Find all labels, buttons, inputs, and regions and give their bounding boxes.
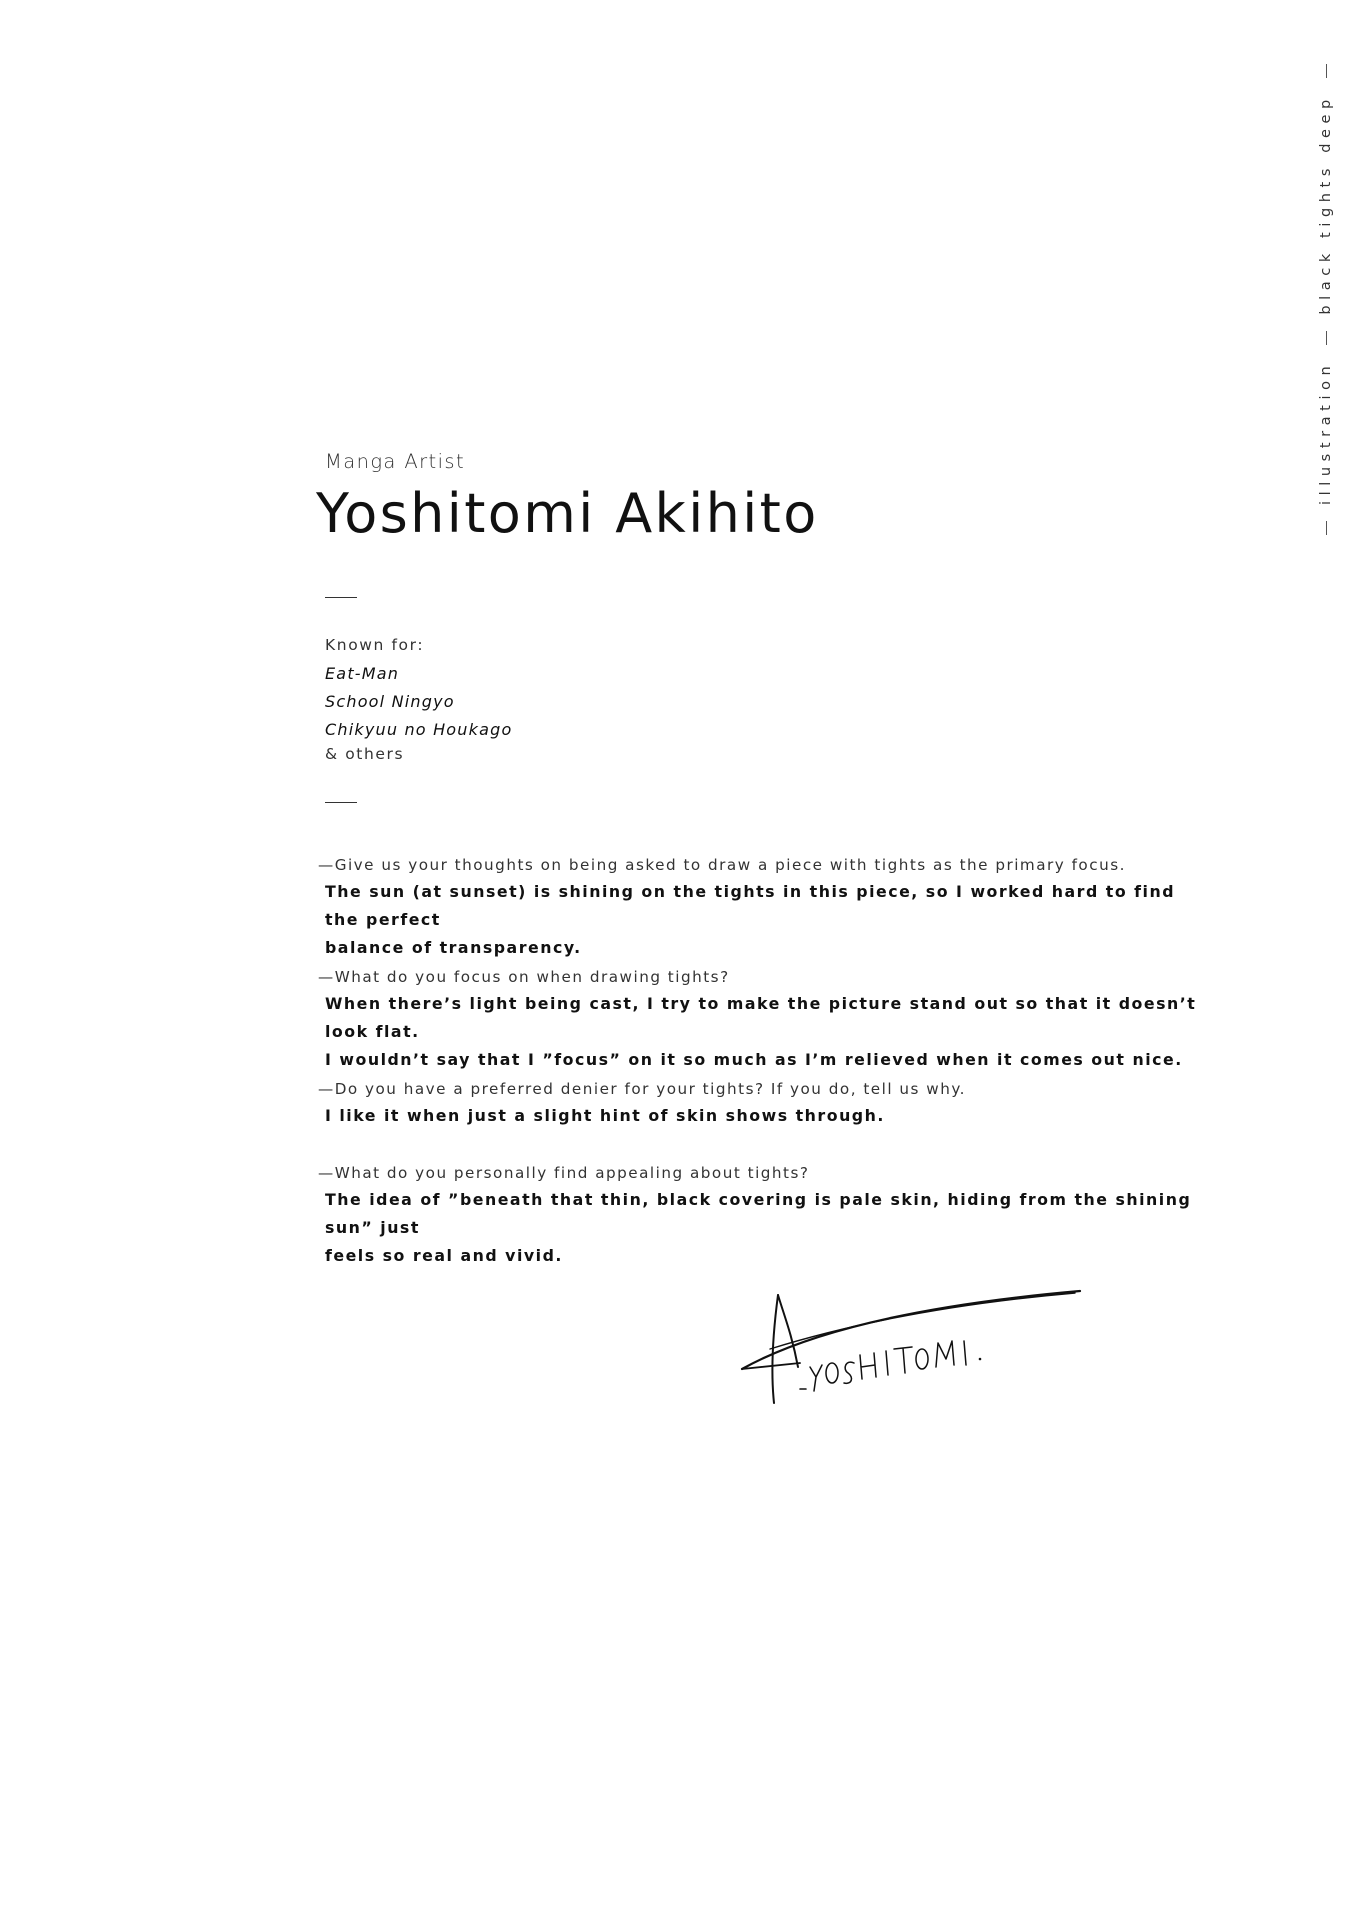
known-for-label: Known for: — [325, 636, 425, 654]
interview-item — [318, 964, 1198, 1074]
works-list — [325, 660, 512, 744]
work-title: Eat-Man — [325, 664, 400, 683]
work-title: Chikyuu no Houkago — [325, 720, 513, 739]
section-divider — [325, 597, 357, 598]
interview-answer: I like it when just a slight hint of skin shows through. — [325, 1106, 885, 1125]
interview-answer: The sun (at sunset) is shining on the tights in this piece, so I worked hard to find the perfect balance of transparency. — [325, 882, 1176, 957]
interview-question: —What do you focus on when drawing tights? — [318, 968, 730, 986]
interview-item — [318, 1160, 1198, 1270]
interview-question: —Do you have a preferred denier for your tights? If you do, tell us why. — [318, 1080, 966, 1098]
side-label-series: black tights deep — [1318, 94, 1334, 315]
side-divider — [1326, 521, 1327, 535]
side-running-label — [1303, 94, 1334, 545]
side-divider — [1326, 331, 1327, 345]
work-title: School Ningyo — [325, 692, 455, 711]
artist-name: Yoshitomi Akihito — [316, 482, 819, 545]
handwritten-signature — [740, 1285, 1085, 1410]
side-divider — [1326, 64, 1327, 78]
interview-item — [318, 852, 1198, 962]
side-label-illustration: illustration — [1318, 360, 1334, 505]
interview-item — [318, 1076, 1198, 1130]
works-tail: & others — [325, 745, 405, 763]
artist-role: Manga Artist — [325, 450, 466, 473]
interview-question: —Give us your thoughts on being asked to draw a piece with tights as the primary focus. — [318, 856, 1126, 874]
interview-answer: When there’s light being cast, I try to make the picture stand out so that it doesn’t look flat. I wouldn’t say that I ”focus” on it so much as I’m relieved when it comes out nice. — [325, 994, 1197, 1069]
section-divider — [325, 802, 357, 803]
interview-question: —What do you personally find appealing about tights? — [318, 1164, 810, 1182]
interview-answer: The idea of ”beneath that thin, black covering is pale skin, hiding from the shining sun” just feels so real and vivid. — [325, 1190, 1192, 1265]
